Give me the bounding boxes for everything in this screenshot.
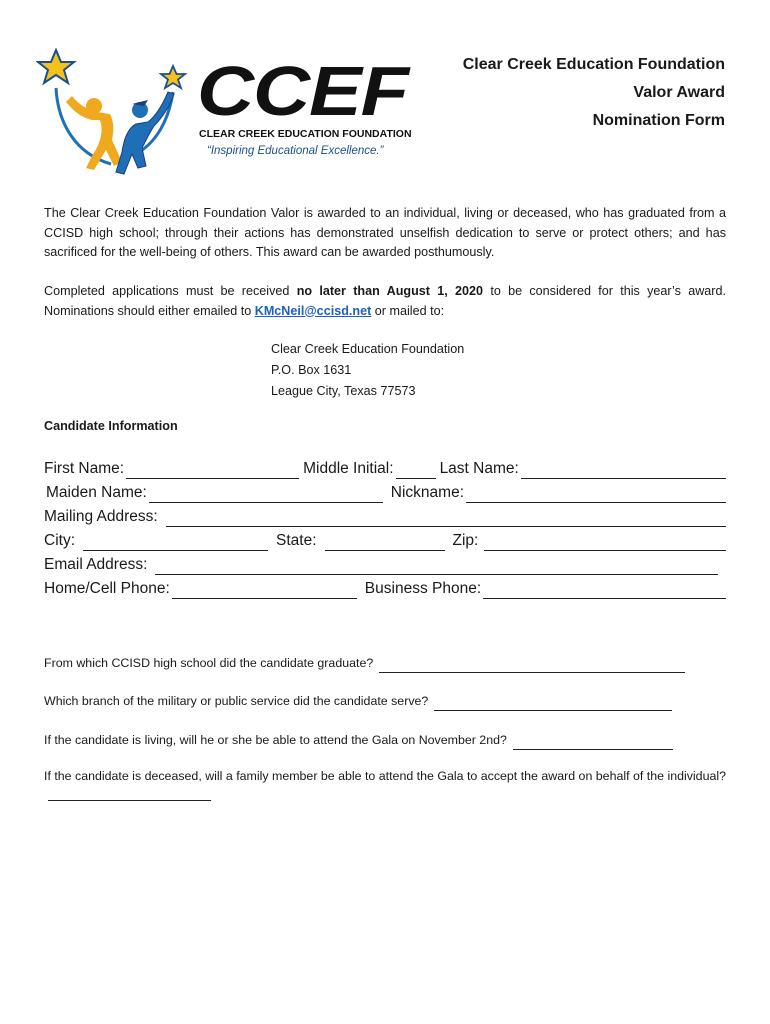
email-address-label: Email Address: bbox=[44, 556, 148, 573]
nickname-label: Nickname: bbox=[390, 484, 465, 501]
star-icon bbox=[161, 66, 185, 88]
nickname-field[interactable] bbox=[466, 488, 726, 503]
title-line-3: Nomination Form bbox=[592, 112, 725, 129]
deadline-date: no later than August 1, 2020 bbox=[296, 284, 484, 298]
state-field[interactable] bbox=[325, 536, 445, 551]
deadline-text-before: Completed applications must be received bbox=[44, 284, 297, 298]
first-name-field[interactable] bbox=[126, 464, 299, 479]
gala-field[interactable] bbox=[513, 737, 673, 750]
question-military bbox=[44, 691, 672, 711]
last-name-field[interactable] bbox=[521, 464, 726, 479]
military-field[interactable] bbox=[434, 698, 672, 711]
question-military-label: Which branch of the military or public service did the candidate serve? bbox=[44, 694, 429, 708]
home-phone-field[interactable] bbox=[172, 584, 357, 599]
middle-initial-label: Middle Initial: bbox=[303, 460, 394, 477]
mailing-address-label: Mailing Address: bbox=[44, 508, 158, 525]
phone-row bbox=[44, 575, 726, 599]
logo-tagline: “Inspiring Educational Excellence.” bbox=[207, 145, 384, 157]
deceased-field[interactable] bbox=[48, 788, 211, 801]
logo-wordmark: CCEF bbox=[197, 52, 408, 130]
maiden-row bbox=[44, 479, 726, 503]
city-row bbox=[44, 527, 726, 551]
title-line-2: Valor Award bbox=[633, 84, 725, 101]
email-address-field[interactable] bbox=[155, 560, 718, 575]
last-name-label: Last Name: bbox=[439, 460, 519, 477]
mailing-address-block bbox=[271, 339, 464, 402]
deadline-text-after: to be considered for this year’s award. Nominations should either emailed to bbox=[44, 284, 726, 318]
middle-initial-field[interactable] bbox=[396, 464, 436, 479]
email-row bbox=[44, 551, 718, 575]
question-high-school-label: From which CCISD high school did the candidate graduate? bbox=[44, 656, 374, 670]
business-phone-label: Business Phone: bbox=[364, 580, 482, 597]
city-field[interactable] bbox=[83, 536, 268, 551]
zip-field[interactable] bbox=[484, 536, 726, 551]
high-school-field[interactable] bbox=[379, 660, 685, 673]
form-title bbox=[463, 51, 725, 135]
title-line-1: Clear Creek Education Foundation bbox=[462, 56, 725, 73]
question-deceased-label: If the candidate is deceased, will a family member be able to attend the Gala to accept the award on behalf of the individual? bbox=[44, 769, 726, 783]
candidate-info-heading: Candidate Information bbox=[44, 419, 178, 433]
mailing-address-field[interactable] bbox=[166, 512, 726, 527]
state-label: State: bbox=[276, 532, 317, 549]
address-line-3: League City, Texas 77573 bbox=[271, 384, 416, 398]
business-phone-field[interactable] bbox=[483, 584, 726, 599]
maiden-name-label: Maiden Name: bbox=[46, 484, 147, 501]
question-high-school bbox=[44, 653, 685, 673]
question-deceased bbox=[44, 766, 726, 808]
city-label: City: bbox=[44, 532, 75, 549]
name-row bbox=[44, 455, 726, 479]
maiden-name-field[interactable] bbox=[149, 488, 383, 503]
logo-wordmark-block bbox=[197, 52, 412, 157]
logo-org-name: CLEAR CREEK EDUCATION FOUNDATION bbox=[199, 128, 412, 140]
address-line-2: P.O. Box 1631 bbox=[271, 363, 352, 377]
question-gala-label: If the candidate is living, will he or she be able to attend the Gala on November 2nd? bbox=[44, 733, 507, 747]
address-line-1: Clear Creek Education Foundation bbox=[271, 342, 465, 356]
first-name-label: First Name: bbox=[44, 460, 125, 477]
zip-label: Zip: bbox=[452, 532, 479, 549]
star-icon bbox=[38, 50, 74, 83]
deadline-text-end: or mailed to: bbox=[371, 303, 445, 318]
question-gala bbox=[44, 730, 673, 750]
home-phone-label: Home/Cell Phone: bbox=[44, 580, 170, 597]
logo-figures-icon bbox=[36, 44, 206, 184]
deadline-paragraph bbox=[44, 282, 726, 321]
mailing-address-row bbox=[44, 503, 726, 527]
email-link[interactable]: KMcNeil@ccisd.net bbox=[254, 303, 372, 318]
intro-paragraph: The Clear Creek Education Foundation Valor is awarded to an individual, living or deceased, who has graduated from a CCISD high school; through their actions has demonstrated unselfish dedication to serve or protect others; and has sacrificed for the well-being of others. This award can be awarded posthumously. bbox=[44, 206, 726, 259]
